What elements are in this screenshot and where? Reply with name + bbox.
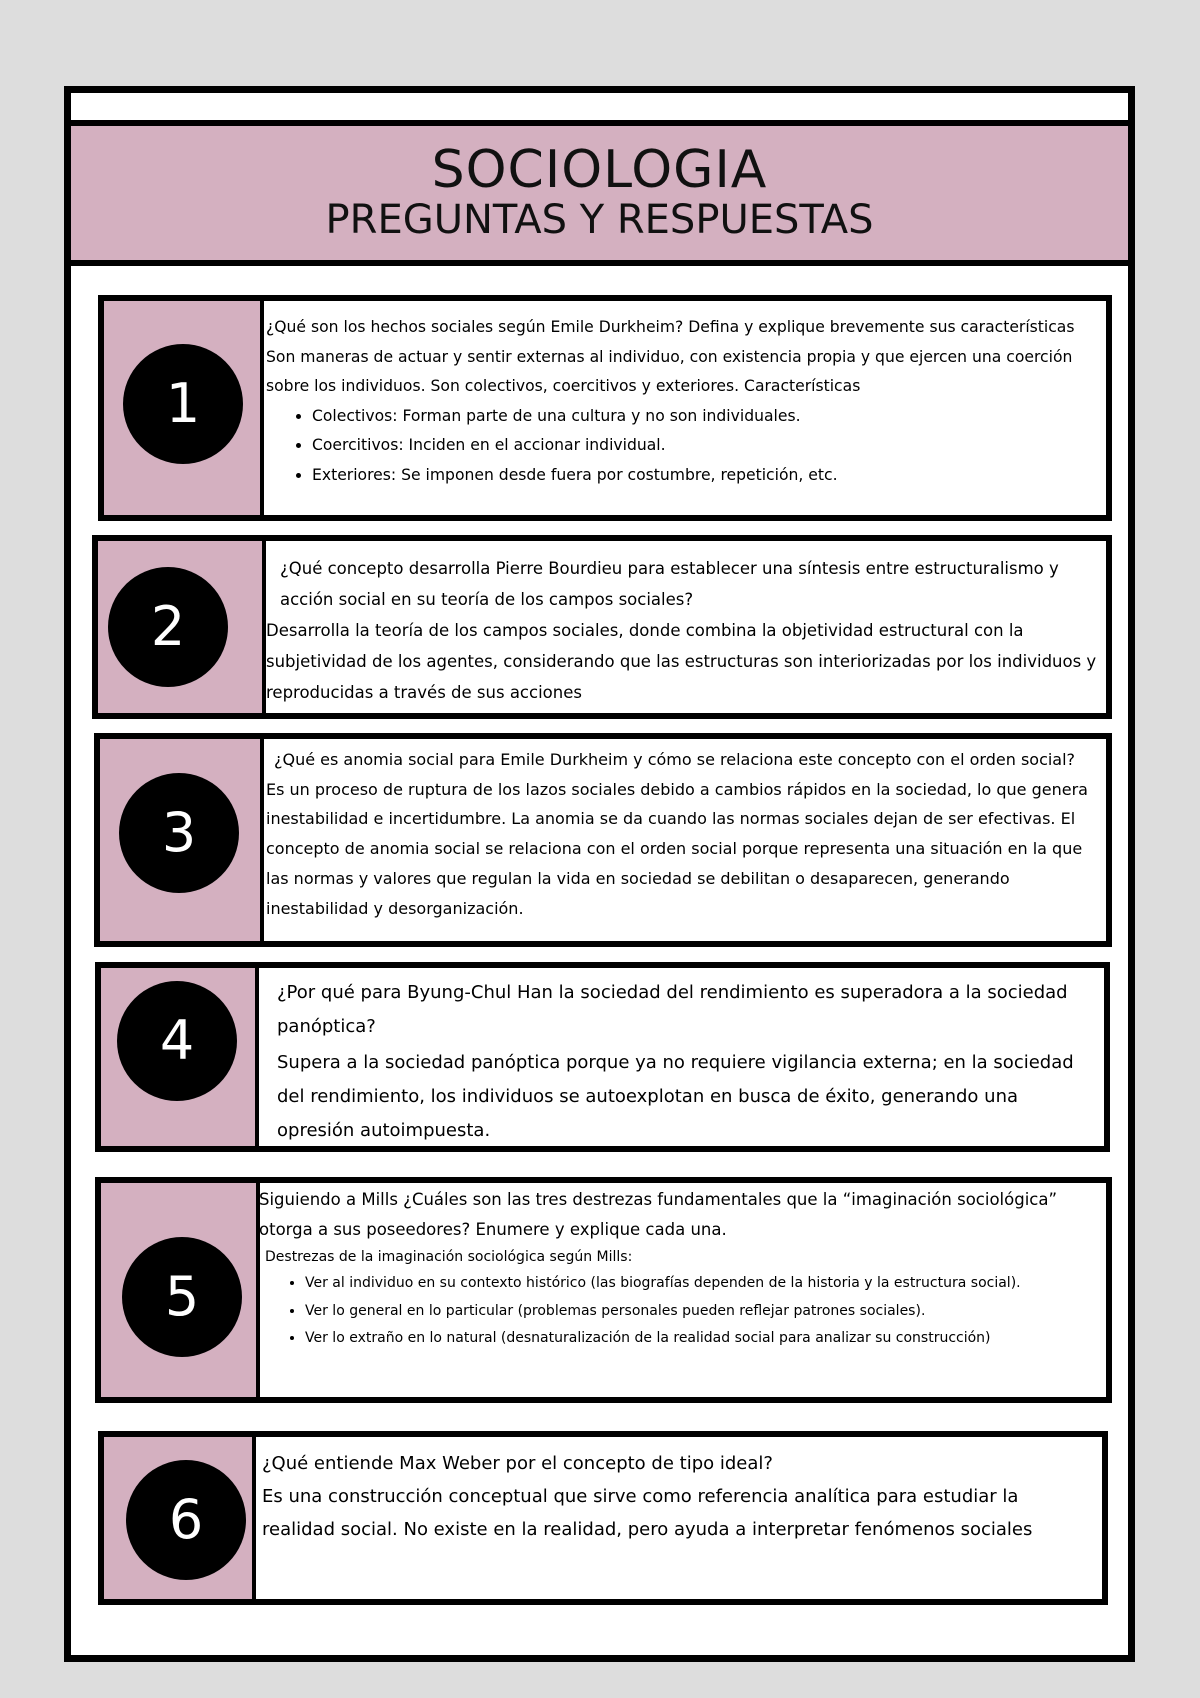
answer-list [259,1270,1100,1353]
qa-card-6 [98,1431,1108,1605]
question-text: ¿Qué entiende Max Weber por el concepto de tipo ideal? [262,1453,773,1474]
qa-card-1 [98,295,1112,521]
answer-text: Es una construcción conceptual que sirve como referencia analítica para estudiar la realidad social. No existe en la realidad, pero ayuda a interpretar fenómenos sociales [262,1486,1033,1540]
number-column [101,968,259,1146]
list-item: • Ver lo general en lo particular (problemas personales pueden reflejar patrones sociales). [305,1298,1100,1326]
answer-list [266,402,1100,491]
number-badge: 2 [108,567,228,687]
question-text: ¿Qué son los hechos sociales según Emile Durkheim? Defina y explique brevemente sus características [266,318,1075,336]
question-text: ¿Por qué para Byung-Chul Han la sociedad del rendimiento es superadora a la sociedad panóptica? [277,982,1068,1037]
number-badge: 5 [122,1237,242,1357]
list-item: • Exteriores: Se imponen desde fuera por costumbre, repetición, etc. [312,461,1100,491]
number-badge: 3 [119,773,239,893]
question-text: Siguiendo a Mills ¿Cuáles son las tres destrezas fundamentales que la “imaginación sociológica” otorga a sus poseedores? Enumere y explique cada una. [259,1190,1058,1239]
answer-text: Destrezas de la imaginación sociológica según Mills: [265,1249,633,1265]
document-page [64,86,1135,1662]
number-badge: 6 [126,1460,246,1580]
qa-card-5 [95,1177,1112,1403]
answer-text: Supera a la sociedad panóptica porque ya no requiere vigilancia externa; en la sociedad del rendimiento, los individuos se autoexplotan en busca de éxito, generando una opresión autoimpuesta. [277,1052,1074,1141]
answer-text: Desarrolla la teoría de los campos sociales, donde combina la objetividad estructural con la subjetividad de los agentes, considerando que las estructuras son interiorizadas por los individuos y reproducidas a través de sus acciones [266,621,1097,702]
number-column [104,1437,256,1599]
list-item: • Coercitivos: Inciden en el accionar individual. [312,431,1100,461]
number-column [104,301,264,515]
header-banner [71,120,1128,266]
list-item: • Colectivos: Forman parte de una cultura y no son individuales. [312,402,1100,432]
qa-text [266,313,1100,490]
qa-card-3 [94,733,1112,947]
number-column [98,541,266,713]
number-badge: 1 [123,344,243,464]
number-column [101,1183,260,1397]
answer-text: Son maneras de actuar y sentir externas al individuo, con existencia propia y que ejercen una coerción sobre los individuos. Son colectivos, coercitivos y exteriores. Características [266,347,1073,395]
question-text: ¿Qué concepto desarrolla Pierre Bourdieu para establecer una síntesis entre estructuralismo y acción social en su teoría de los campos sociales? [280,559,1059,609]
qa-text [277,976,1098,1148]
qa-card-4 [95,962,1110,1152]
page-subtitle: PREGUNTAS Y RESPUESTAS [325,197,874,243]
qa-text [266,745,1100,923]
qa-text [262,1447,1096,1546]
answer-text: Es un proceso de ruptura de los lazos sociales debido a cambios rápidos en la sociedad, lo que genera inestabilidad e incertidumbre. La anomia se da cuando las normas sociales dejan de ser efectivas. El concepto de anomia social se relaciona con el orden social porque representa una situación en la que las normas y valores que regulan la vida en sociedad se debilitan o desaparecen, generando inestabilidad y desorganización. [266,779,1088,918]
question-text: ¿Qué es anomia social para Emile Durkheim y cómo se relaciona este concepto con el orden social? [274,750,1076,769]
qa-card-2 [92,535,1112,719]
list-item: • Ver al individuo en su contexto histórico (las biografías dependen de la historia y la estructura social). [305,1270,1100,1298]
page-title: SOCIOLOGIA [431,140,768,200]
qa-text [266,553,1100,708]
list-item: • Ver lo extraño en lo natural (desnaturalización de la realidad social para analizar su construcción) [305,1325,1100,1353]
number-badge: 4 [117,981,237,1101]
number-column [100,739,264,941]
qa-text [259,1185,1100,1353]
